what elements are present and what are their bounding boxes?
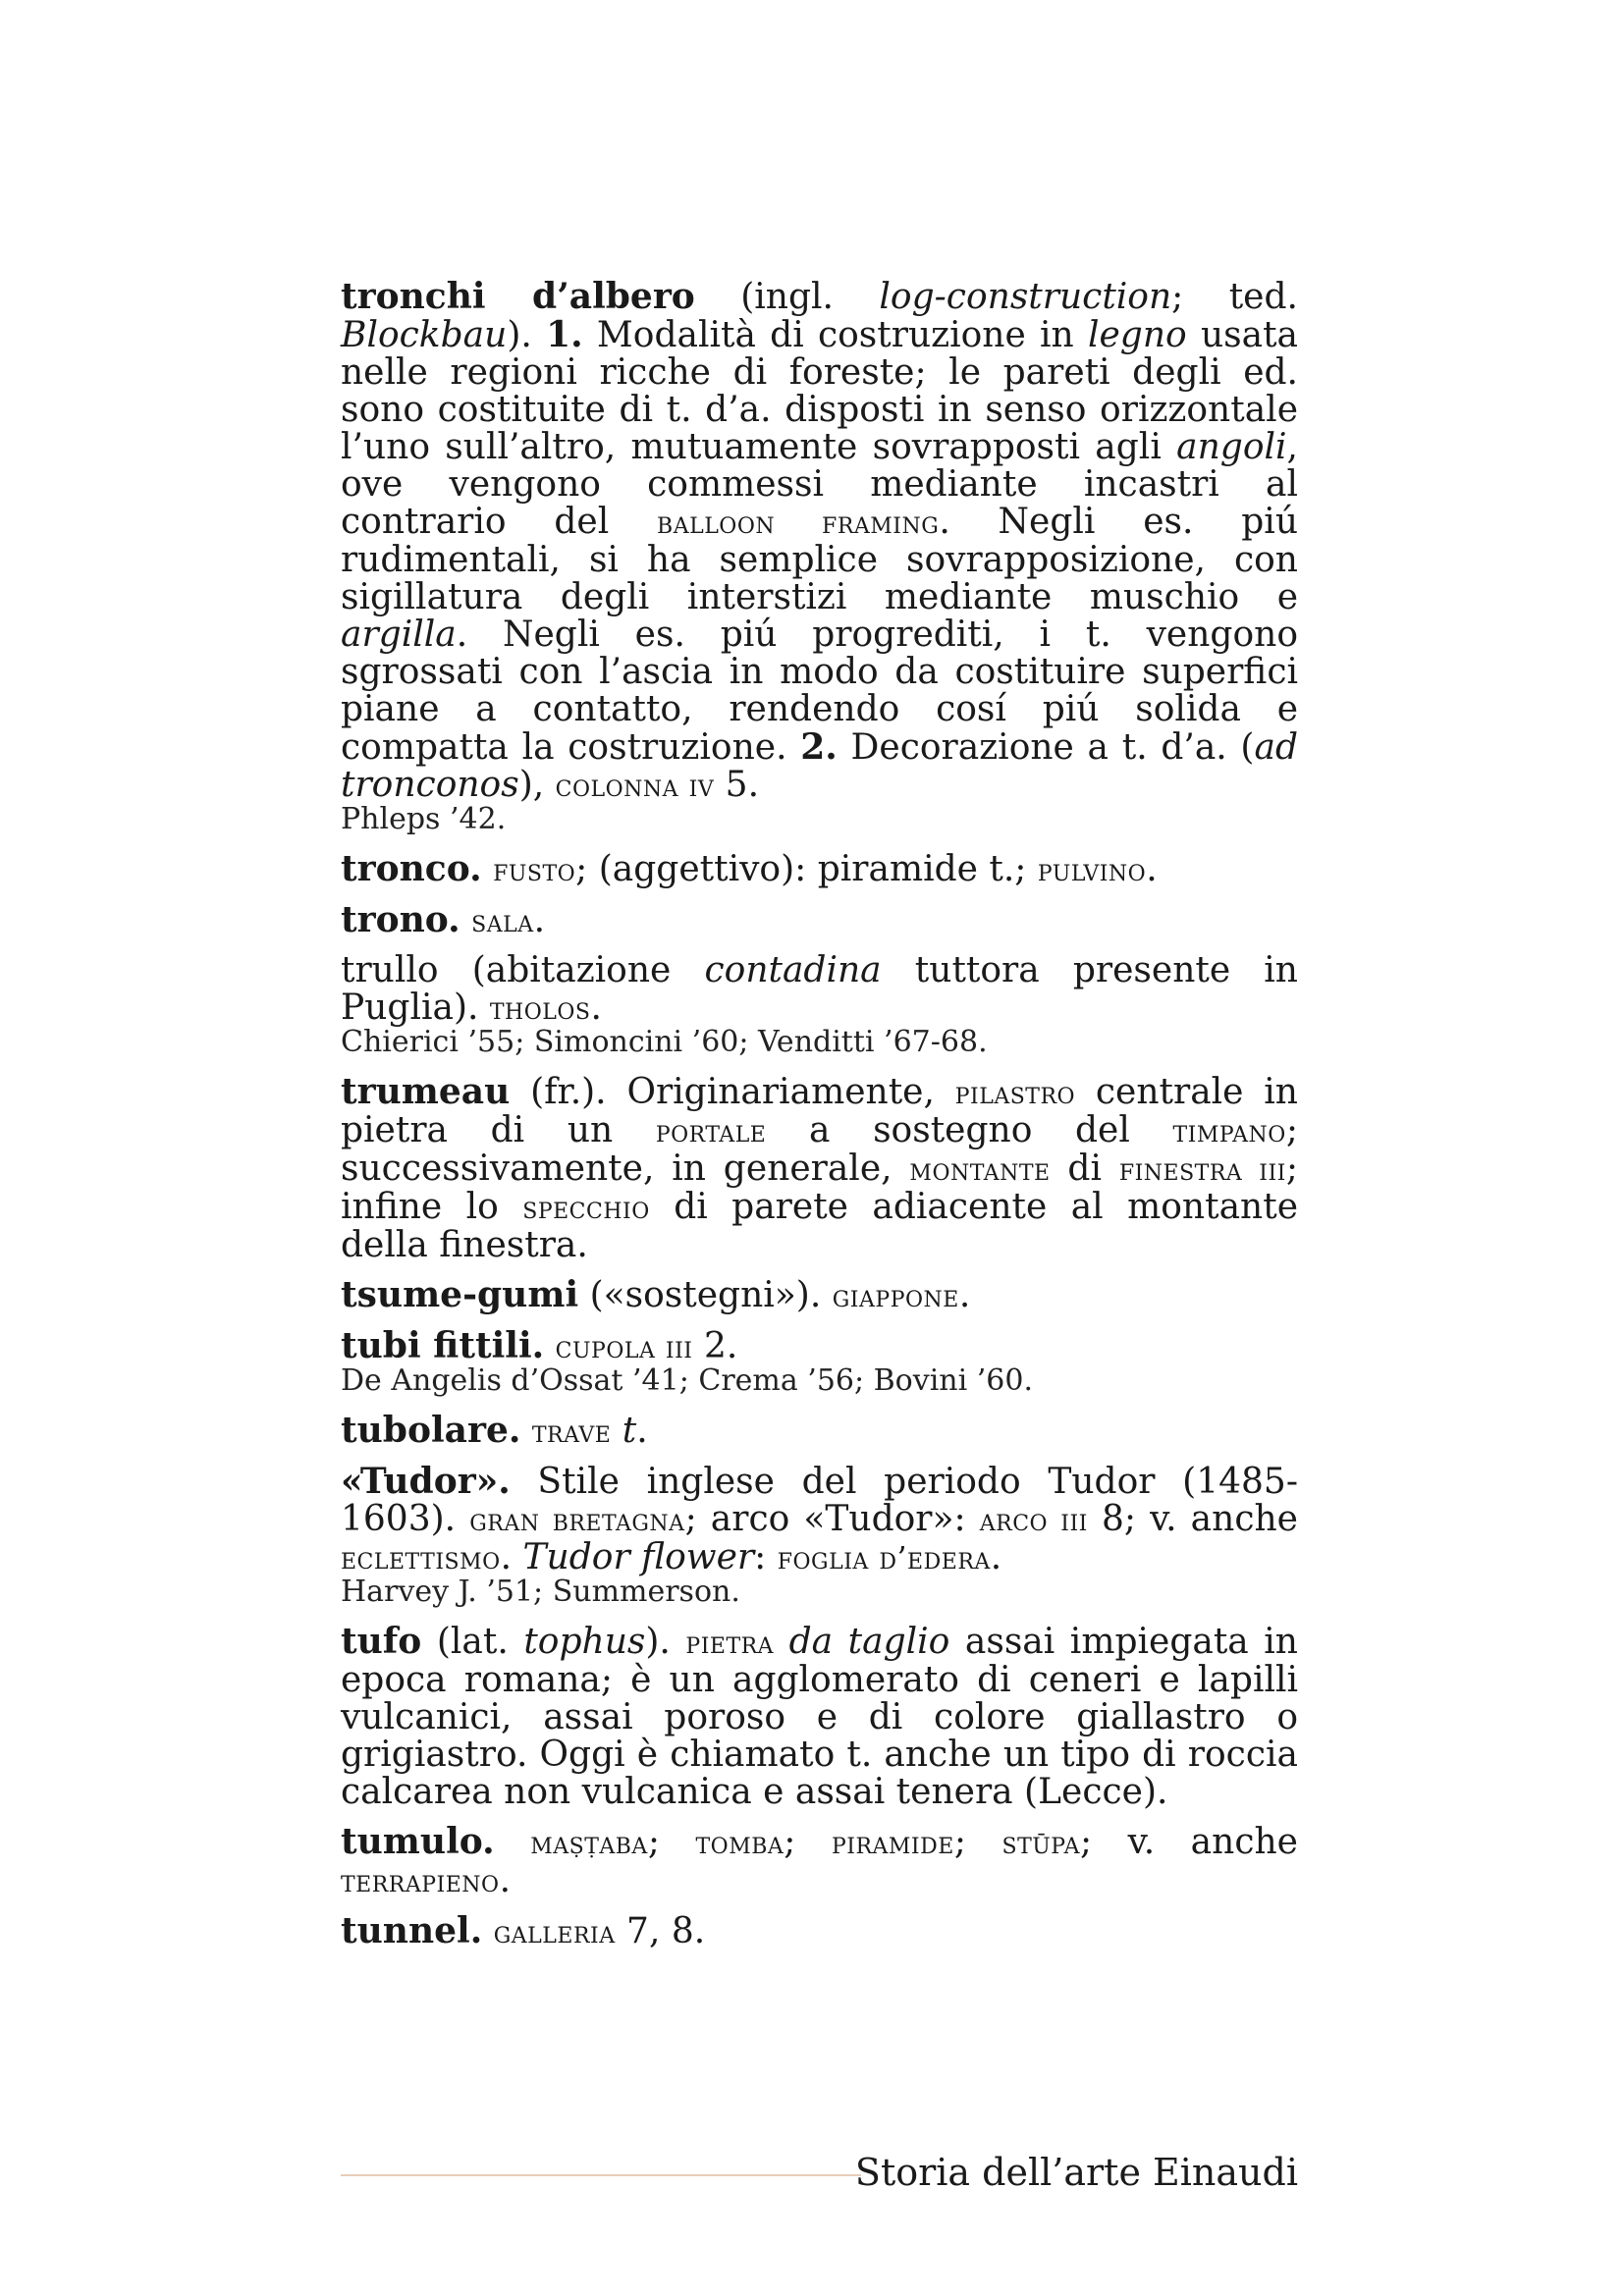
headword: tronco.: [341, 848, 482, 889]
entry-definition: [341, 1276, 1298, 1315]
definition-text: ; v. anche: [1079, 1822, 1298, 1862]
cross-reference: stūpa: [1001, 1826, 1080, 1861]
footer-rule: [341, 2174, 861, 2176]
dictionary-entry: [341, 1276, 1298, 1315]
definition-text: .: [590, 988, 602, 1028]
definition-text: ).: [645, 1622, 686, 1662]
cross-reference: portale: [655, 1114, 767, 1149]
headword: tubolare.: [341, 1410, 521, 1451]
bibliography-reference: Harvey J. ’51; Summerson.: [341, 1575, 740, 1609]
cross-reference: tomba: [695, 1826, 784, 1861]
entry-definition: [341, 1073, 1298, 1264]
entry-list: [341, 278, 1298, 1951]
definition-text: assai impiegata in epoca romana; è un agglomerato di ceneri e lapilli vulcanici, assai poroso e di colore giallastro o grigiastro. Oggi è chiamato t. anche un tipo di roccia calcarea non vulcanica e assai tenera (Lecce).: [341, 1622, 1298, 1812]
definition-text: di parete adiacente al montante della finestra.: [341, 1187, 1299, 1265]
entry-definition: [341, 901, 1298, 940]
definition-text: (ingl.: [694, 277, 880, 317]
headword: trumeau: [341, 1071, 511, 1112]
cross-reference: pulvino: [1037, 853, 1147, 888]
definition-text: Stile inglese del periodo Tudor (1485-1603).: [341, 1462, 1298, 1539]
definition-text: [611, 1411, 622, 1451]
headword: tufo: [341, 1621, 422, 1662]
definition-text: (fr.). Originariamente,: [510, 1072, 955, 1112]
definition-text: centrale in pietra di un: [341, 1072, 1298, 1150]
headword: tunnel.: [341, 1910, 483, 1951]
definition-text: .: [958, 1275, 971, 1315]
italic-term: ad tronconos: [341, 727, 1298, 805]
italic-term: contadina: [704, 950, 882, 990]
italic-term: legno: [1087, 315, 1187, 355]
headword: tubi fittili.: [341, 1325, 545, 1366]
definition-text: (lat.: [421, 1622, 524, 1662]
definition-text: [544, 1326, 555, 1366]
cross-reference: pilastro: [954, 1076, 1076, 1111]
definition-text: .: [500, 1537, 523, 1577]
definition-text: ;: [647, 1822, 696, 1862]
italic-term: da taglio: [788, 1622, 950, 1662]
headword: tumulo.: [341, 1821, 495, 1862]
cross-reference: maṣṭaba: [530, 1826, 648, 1861]
definition-text: Modalità di costruzione in: [582, 315, 1088, 355]
definition-text: [520, 1411, 531, 1451]
bibliography-reference: Chierici ’55; Simoncini ’60; Venditti ’67-68.: [341, 1025, 988, 1059]
cross-reference: sala: [471, 904, 534, 939]
cross-reference: cupola iii: [555, 1330, 693, 1365]
footer-brand: Storia dell’arte Einaudi: [854, 2151, 1298, 2194]
headword: trono.: [341, 899, 460, 940]
entry-definition: [341, 1823, 1298, 1900]
definition-text: ).: [507, 315, 547, 355]
definition-text: , ove vengono commessi mediante incastri al contrario del: [341, 427, 1298, 542]
entry-definition: [341, 1463, 1298, 1577]
definition-text: 5.: [714, 765, 760, 805]
definition-text: .: [1146, 849, 1158, 889]
entry-definition: [341, 278, 1298, 805]
cross-reference: pietra: [685, 1626, 775, 1661]
definition-text: .: [636, 1411, 648, 1451]
cross-reference: colonna iv: [555, 769, 715, 804]
cross-reference: gran bretagna: [469, 1503, 685, 1538]
dictionary-entry: [341, 1463, 1298, 1609]
entry-definition: [341, 952, 1298, 1028]
definition-text: [460, 900, 471, 940]
definition-text: [774, 1622, 789, 1662]
bibliography-reference: De Angelis d’Ossat ’41; Crema ’56; Bovini ’60.: [341, 1363, 1033, 1398]
definition-text: ; (aggettivo): piramide t.;: [575, 849, 1038, 889]
italic-term: argilla: [341, 614, 457, 655]
definition-text: usata nelle regioni ricche di foreste; le pareti degli ed. sono costituite di t. d’a. disposti in senso orizzontale l’uno sull’altro, mutuamente sovrapposti agli: [341, 315, 1299, 467]
entry-definition: [341, 1412, 1298, 1451]
definition-text: [482, 849, 493, 889]
definition-text: ;: [953, 1822, 1002, 1862]
definition-text: 8; v. anche: [1087, 1499, 1298, 1539]
definition-text: . Negli es. piú progrediti, i t. vengono sgrossati con l’ascia in modo da costituire superfici piane a contatto, rendendo cosí piú solida e compatta la costruzione.: [341, 614, 1298, 768]
italic-term: tophus: [523, 1622, 646, 1662]
definition-text: :: [754, 1537, 778, 1577]
page-footer: [341, 2148, 1298, 2197]
cross-reference: foglia d’edera: [777, 1541, 991, 1576]
headword: 1.: [546, 314, 583, 355]
dictionary-entry: [341, 1912, 1298, 1951]
definition-text: ;: [784, 1822, 832, 1862]
definition-text: di: [1050, 1148, 1119, 1189]
dictionary-entry: [341, 850, 1298, 889]
cross-reference: terrapieno: [341, 1864, 500, 1899]
italic-term: t: [622, 1411, 637, 1451]
cross-reference: specchio: [522, 1191, 650, 1226]
dictionary-entry: [341, 1073, 1298, 1264]
definition-text: («sostegni»).: [578, 1275, 833, 1315]
cross-reference: giappone: [832, 1279, 959, 1314]
definition-text: .: [533, 900, 546, 940]
headword: «Tudor».: [341, 1461, 511, 1502]
cross-reference: fusto: [493, 853, 576, 888]
cross-reference: timpano: [1172, 1114, 1286, 1149]
entry-definition: [341, 1327, 1298, 1366]
definition-text: Decorazione a t. d’a. (: [837, 727, 1255, 768]
cross-reference: trave: [531, 1415, 612, 1450]
entry-definition: [341, 1912, 1298, 1951]
dictionary-entry: [341, 1623, 1298, 1811]
italic-term: Blockbau: [341, 315, 508, 355]
definition-text: ; successivamente, in generale,: [341, 1110, 1298, 1189]
cross-reference: piramide: [831, 1826, 954, 1861]
italic-term: Tudor flower: [522, 1537, 755, 1577]
definition-text: . Negli es. piú rudimentali, si ha semplice sovrapposizione, con sigillatura degli interstizi mediante muschio e: [341, 502, 1298, 617]
definition-text: tuttora presente in Puglia).: [341, 950, 1298, 1028]
dictionary-entry: [341, 1823, 1298, 1900]
entry-definition: [341, 850, 1298, 889]
cross-reference: finestra iii: [1118, 1152, 1286, 1188]
italic-term: angoli: [1176, 427, 1287, 467]
definition-text: [495, 1822, 531, 1862]
definition-text: 2.: [692, 1326, 738, 1366]
definition-text: .: [990, 1537, 1002, 1577]
dictionary-entry: [341, 952, 1298, 1059]
definition-text: ; arco «Tudor»:: [684, 1499, 980, 1539]
definition-text: [482, 1911, 493, 1951]
headword: 2.: [800, 726, 838, 768]
dictionary-entry: [341, 901, 1298, 940]
cross-reference: montante: [909, 1152, 1051, 1188]
headword: tronchi d’albero: [341, 276, 695, 317]
cross-reference: galleria: [493, 1915, 616, 1950]
cross-reference: tholos: [489, 991, 591, 1027]
definition-text: trullo (abitazione: [341, 950, 705, 990]
italic-term: log-construction: [879, 277, 1172, 317]
cross-reference: eclettismo: [341, 1541, 501, 1576]
definition-text: ; infine lo: [341, 1148, 1298, 1227]
dictionary-entry: [341, 1412, 1298, 1451]
bibliography-reference: Phleps ’42.: [341, 802, 507, 836]
definition-text: 7, 8.: [615, 1911, 706, 1951]
dictionary-page: [341, 278, 1298, 1963]
entry-definition: [341, 1623, 1298, 1811]
headword: tsume-gumi: [341, 1274, 579, 1315]
definition-text: ; ted.: [1171, 277, 1298, 317]
dictionary-entry: [341, 278, 1298, 836]
definition-text: .: [499, 1860, 512, 1900]
definition-text: a sostegno del: [766, 1110, 1173, 1150]
definition-text: ),: [518, 765, 556, 805]
cross-reference: arco iii: [979, 1503, 1088, 1538]
cross-reference: balloon framing: [657, 506, 940, 541]
dictionary-entry: [341, 1327, 1298, 1398]
